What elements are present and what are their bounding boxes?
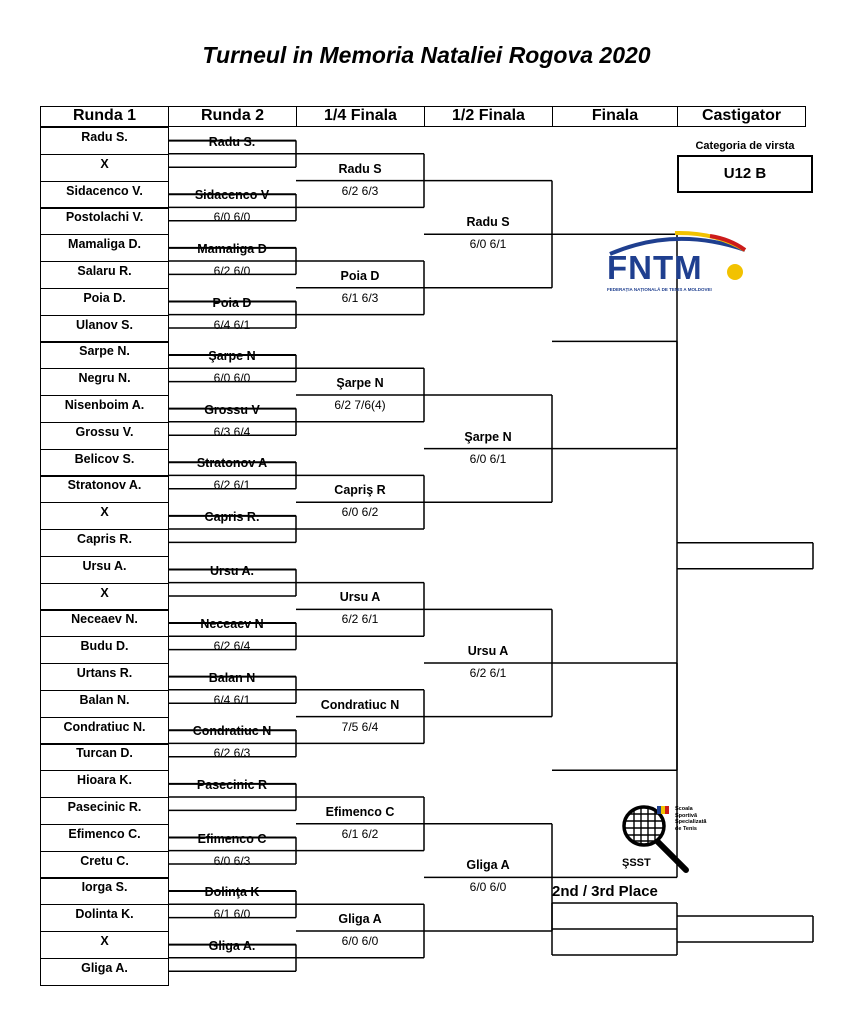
round2-winner-name: Efimenco C (197, 831, 267, 846)
round1-player-cell: X (40, 583, 169, 611)
round2-winner-name: Sidacenco V (194, 188, 270, 203)
round1-player-cell: Salaru R. (40, 261, 169, 289)
round1-player-cell: Efimenco C. (40, 824, 169, 852)
round2-winner-name: Dolinţa K (204, 885, 260, 900)
round1-player-cell: Neceaev N. (40, 609, 169, 637)
category-value: U12 B (677, 155, 813, 193)
round1-player-cell: Ursu A. (40, 556, 169, 584)
quarterfinal-winner-name: Ursu A (339, 590, 381, 605)
quarterfinal-score: 6/0 6/2 (341, 505, 379, 520)
round1-player-cell: Condratiuc N. (40, 717, 169, 745)
header-winner: Castigator (677, 106, 806, 127)
ssst-subtitle-line-1: Şcoala (675, 806, 693, 812)
quarterfinal-winner-name: Efimenco C (325, 804, 395, 819)
quarterfinal-winner-name: Radu S (338, 161, 382, 176)
round2-winner-name: Radu S. (208, 134, 256, 149)
round2-winner-name: Neceaev N (200, 617, 264, 632)
round1-player-cell: Mamaliga D. (40, 234, 169, 262)
ssst-subtitle-line-4: de Tenis (675, 825, 697, 832)
quarterfinal-winner-name: Gliga A (338, 912, 382, 926)
ssst-subtitle-line-2: Sportivă (675, 812, 698, 819)
semifinal-score: 6/0 6/0 (469, 880, 507, 895)
quarterfinal-score: 6/2 6/3 (341, 183, 379, 198)
quarterfinal-score: 6/1 6/3 (341, 290, 379, 305)
semifinal-winner-name: Gliga A (466, 858, 510, 873)
round1-player-cell: Postolachi V. (40, 207, 169, 235)
round2-winner-name: Poia D (212, 295, 252, 310)
quarterfinal-score: 6/2 7/6(4) (334, 398, 386, 412)
semifinal-winner-name: Ursu A (467, 644, 509, 658)
round1-player-cell: Capris R. (40, 529, 169, 557)
semifinal-score: 6/0 6/1 (469, 451, 507, 466)
round2-winner-name: Mamaliga D (197, 242, 267, 256)
header-quarterfinal: 1/4 Finala (296, 106, 425, 127)
round1-player-cell: Urtans R. (40, 663, 169, 691)
round2-score: 6/3 6/4 (213, 424, 251, 439)
round1-player-cell: Poia D. (40, 288, 169, 316)
round1-player-cell: Iorga S. (40, 877, 169, 905)
round2-score: 6/0 6/0 (213, 371, 251, 386)
quarterfinal-winner-name: Capriş R (334, 483, 386, 498)
round1-player-cell: Belicov S. (40, 449, 169, 477)
header-final: Finala (552, 106, 678, 127)
round1-player-cell: X (40, 931, 169, 959)
round2-winner-name: Capris R. (204, 510, 260, 524)
round1-player-cell: Negru N. (40, 368, 169, 396)
round1-player-cell: X (40, 154, 169, 182)
semifinal-winner-name: Radu S (466, 215, 510, 230)
round2-score: 6/1 6/0 (213, 907, 251, 922)
header-runda-2: Runda 2 (168, 106, 297, 127)
round1-player-cell: Hioara K. (40, 770, 169, 798)
ssst-logo-subtitle (675, 806, 707, 832)
quarterfinal-score: 6/2 6/1 (341, 612, 379, 627)
ssst-logo (620, 800, 720, 875)
quarterfinal-winner-name: Şarpe N (336, 376, 384, 390)
round2-winner-name: Grossu V (204, 402, 260, 417)
round1-player-cell: Stratonov A. (40, 475, 169, 503)
semifinal-winner-name: Şarpe N (464, 429, 512, 444)
round1-player-cell: Gliga A. (40, 958, 169, 986)
quarterfinal-winner-name: Poia D (340, 268, 380, 283)
header-semifinal: 1/2 Finala (424, 106, 553, 127)
round1-player-cell: Pasecinic R. (40, 797, 169, 825)
semifinal-score: 6/0 6/1 (469, 237, 507, 252)
round1-player-cell: Ulanov S. (40, 315, 169, 343)
round2-score: 6/2 6/1 (213, 478, 251, 493)
round1-player-cell: Sidacenco V. (40, 181, 169, 209)
tennis-ball-icon (727, 264, 743, 280)
round1-player-cell: Cretu C. (40, 851, 169, 879)
ssst-subtitle-line-3: Specializată (675, 819, 707, 825)
round2-winner-name: Balan N (208, 670, 256, 685)
round1-player-cell: X (40, 502, 169, 530)
semifinal-score: 6/2 6/1 (469, 666, 507, 680)
header-runda-1: Runda 1 (40, 106, 169, 127)
ssst-logo-text: ŞSST (622, 857, 651, 869)
round2-winner-name: Pasecinic R (196, 778, 268, 792)
round2-score: 6/0 6/0 (213, 210, 251, 225)
quarterfinal-score: 6/0 6/0 (341, 934, 379, 948)
category-label: Categoria de virsta (695, 140, 795, 152)
round2-score: 6/4 6/1 (213, 317, 251, 332)
round2-winner-name: Ursu A. (210, 563, 254, 578)
round1-player-cell: Turcan D. (40, 743, 169, 771)
round1-player-cell: Nisenboim A. (40, 395, 169, 423)
quarterfinal-score: 7/5 6/4 (341, 719, 379, 734)
round2-winner-name: Condratiuc N (192, 724, 272, 739)
round1-player-cell: Budu D. (40, 636, 169, 664)
round1-player-cell: Radu S. (40, 127, 169, 155)
round1-player-cell: Sarpe N. (40, 341, 169, 369)
round2-score: 6/4 6/1 (213, 692, 251, 707)
round2-winner-name: Stratonov A (196, 456, 268, 471)
fntm-logo-subtitle: FEDERAȚIA NAȚIONALĂ DE TENIS A MOLDOVEI (607, 287, 712, 292)
round1-player-cell: Grossu V. (40, 422, 169, 450)
round2-score: 6/2 6/4 (213, 639, 251, 654)
round2-score: 6/2 6/3 (213, 746, 251, 761)
round1-player-cell: Balan N. (40, 690, 169, 718)
round2-score: 6/2 6/0 (213, 264, 251, 278)
round2-score: 6/0 6/3 (213, 853, 251, 868)
round2-winner-name: Gliga A. (208, 938, 256, 953)
fntm-logo (605, 228, 755, 298)
page-title: Turneul in Memoria Nataliei Rogova 2020 (202, 42, 651, 68)
round1-player-cell: Dolinta K. (40, 904, 169, 932)
third-place-title: 2nd / 3rd Place (552, 883, 658, 900)
fntm-logo-text: FNTM (607, 249, 703, 286)
quarterfinal-winner-name: Condratiuc N (320, 697, 400, 712)
quarterfinal-score: 6/1 6/2 (341, 826, 379, 841)
round2-winner-name: Şarpe N (208, 349, 256, 364)
